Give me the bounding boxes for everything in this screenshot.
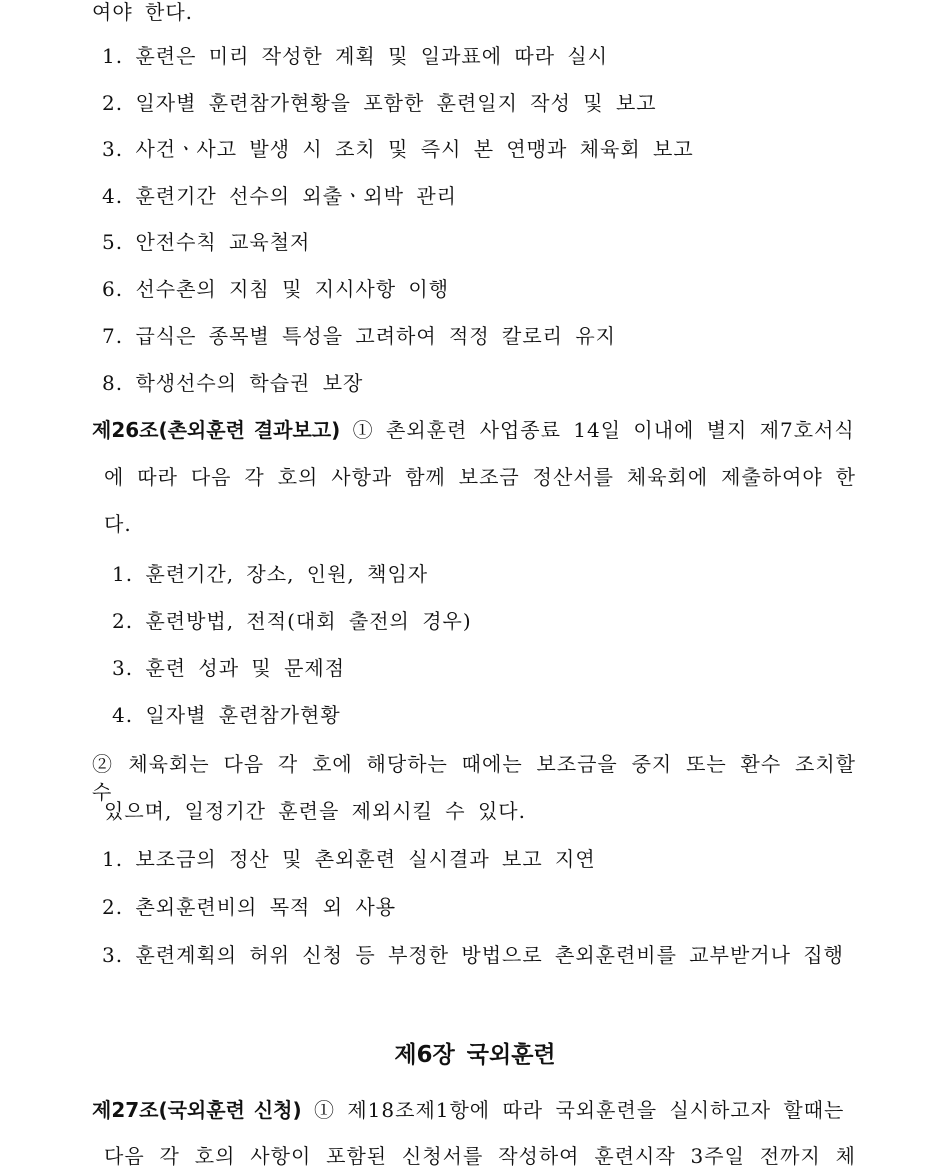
list-item: 6. 선수촌의 지침 및 지시사항 이행 bbox=[102, 277, 450, 301]
article-26-para2-line2: 있으며, 일정기간 훈련을 제외시킬 수 있다. bbox=[104, 799, 526, 823]
article-26-para1-line3: 다. bbox=[104, 512, 132, 536]
list-item: 7. 급식은 종목별 특성을 고려하여 적정 칼로리 유지 bbox=[102, 324, 616, 348]
list-item: 4. 일자별 훈련참가현황 bbox=[112, 703, 341, 727]
article-26-first-line bbox=[92, 416, 855, 444]
article-27-para1-start: ① 제18조제1항에 따라 국외훈련을 실시하고자 할때는 bbox=[314, 1098, 845, 1122]
article-26-para1-start: ① 촌외훈련 사업종료 14일 이내에 별지 제7호서식 bbox=[352, 418, 855, 442]
article-27-line2: 다음 각 호의 사항이 포함된 신청서를 작성하여 훈련시작 3주일 전까지 체 bbox=[104, 1144, 856, 1168]
article-27-first-line bbox=[92, 1096, 844, 1124]
chapter-title: 제6장 국외훈련 bbox=[394, 1042, 556, 1068]
list-item: 2. 촌외훈련비의 목적 외 사용 bbox=[102, 895, 397, 919]
article-26-heading: 제26조(촌외훈련 결과보고) bbox=[92, 418, 341, 442]
list-item: 3. 훈련계획의 허위 신청 등 부정한 방법으로 촌외훈련비를 교부받거나 집행 bbox=[102, 943, 844, 967]
list-item: 2. 훈련방법, 전적(대회 출전의 경우) bbox=[112, 609, 472, 633]
list-item: 1. 보조금의 정산 및 촌외훈련 실시결과 보고 지연 bbox=[102, 847, 596, 871]
article-26-para2-line1: ② 체육회는 다음 각 호에 해당하는 때에는 보조금을 중지 또는 환수 조치할 수 bbox=[92, 752, 856, 804]
list-item: 1. 훈련은 미리 작성한 계획 및 일과표에 따라 실시 bbox=[102, 44, 609, 68]
article-27-heading: 제27조(국외훈련 신청) bbox=[92, 1098, 302, 1122]
list-item: 8. 학생선수의 학습권 보장 bbox=[102, 371, 364, 395]
list-item: 3. 사건ㆍ사고 발생 시 조치 및 즉시 본 연맹과 체육회 보고 bbox=[102, 137, 694, 161]
continuation-text: 여야 한다. bbox=[92, 0, 193, 24]
list-item: 3. 훈련 성과 및 문제점 bbox=[112, 656, 346, 680]
list-item: 5. 안전수칙 교육철저 bbox=[102, 230, 311, 254]
list-item: 4. 훈련기간 선수의 외출ㆍ외박 관리 bbox=[102, 184, 457, 208]
list-item: 2. 일자별 훈련참가현황을 포함한 훈련일지 작성 및 보고 bbox=[102, 91, 657, 115]
list-item: 1. 훈련기간, 장소, 인원, 책임자 bbox=[112, 562, 429, 586]
article-26-para1-line2: 에 따라 다음 각 호의 사항과 함께 보조금 정산서를 체육회에 제출하여야 한 bbox=[104, 465, 856, 489]
